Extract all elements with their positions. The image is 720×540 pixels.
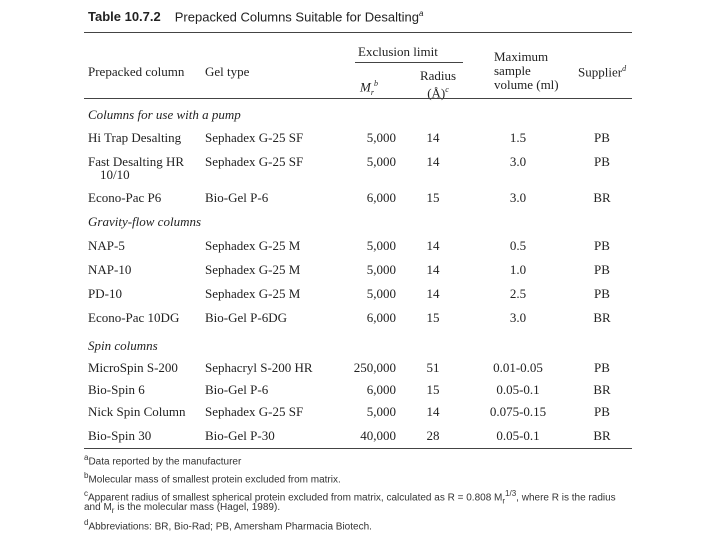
- cell-column: PD-10: [88, 286, 122, 301]
- cell-gel: Bio-Gel P-6: [205, 190, 269, 205]
- cell-mr: 5,000: [366, 154, 396, 169]
- cell-mr: 5,000: [366, 262, 396, 277]
- table-title: [88, 9, 423, 24]
- cell-volume: 3.0: [509, 310, 527, 325]
- cell-mr: 6,000: [366, 310, 396, 325]
- cell-column: Econo-Pac 10DG: [88, 310, 180, 325]
- cell-mr: 40,000: [360, 428, 396, 443]
- cell-radius: 15: [426, 310, 440, 325]
- footnote-c-cont: and $M_r$ is the molecular mass (Hagel, 1989).: [84, 502, 281, 515]
- cell-volume: 0.075-0.15: [489, 404, 547, 419]
- cell-volume: 0.01-0.05: [493, 360, 543, 375]
- cell-radius: 14: [426, 286, 440, 301]
- cell-radius: 14: [426, 130, 440, 145]
- cell-column: MicroSpin S-200: [88, 360, 178, 375]
- section-title: Spin columns: [88, 338, 158, 353]
- cell-gel: Sephadex G-25 M: [205, 238, 301, 253]
- cell-mr: 5,000: [366, 404, 396, 419]
- cell-volume: 3.0: [509, 154, 527, 169]
- cell-supplier: PB: [594, 262, 610, 277]
- table-number: Table 10.7.2: [88, 9, 161, 25]
- cell-radius: 51: [426, 360, 440, 375]
- cell-column: NAP-5: [88, 238, 125, 253]
- bottom-rule: [84, 448, 632, 449]
- cell-radius: 14: [426, 154, 440, 169]
- cell-volume: 2.5: [509, 286, 527, 301]
- cell-supplier: BR: [593, 310, 611, 325]
- cell-supplier: BR: [593, 382, 611, 397]
- cell-gel: Sephadex G-25 SF: [205, 130, 304, 145]
- header-supplier: Supplier$^d$: [578, 64, 627, 80]
- cell-supplier: PB: [594, 130, 610, 145]
- cell-column: NAP-10: [88, 262, 132, 277]
- cell-mr: 6,000: [366, 190, 396, 205]
- cell-supplier: BR: [593, 428, 611, 443]
- cell-supplier: PB: [594, 404, 610, 419]
- cell-mr: 5,000: [366, 286, 396, 301]
- header-gel: Gel type: [205, 64, 250, 79]
- cell-gel: Sephadex G-25 SF: [205, 404, 304, 419]
- footnote-a: $^a$Data reported by the manufacturer: [84, 453, 242, 468]
- header-rule: [84, 98, 632, 99]
- cell-mr: 5,000: [366, 238, 396, 253]
- footnote-d: $^d$Abbreviations: BR, Bio-Rad; PB, Amersham Pharmacia Biotech.: [84, 518, 372, 533]
- cell-gel: Bio-Gel P-6: [205, 382, 269, 397]
- cell-supplier: PB: [594, 360, 610, 375]
- cell-column: Hi Trap Desalting: [88, 130, 182, 145]
- cell-volume: 0.05-0.1: [496, 382, 540, 397]
- cell-column: Bio-Spin 6: [88, 382, 145, 397]
- cell-gel: Bio-Gel P-30: [205, 428, 275, 443]
- exclusion-rule: [355, 62, 463, 63]
- cell-column-cont: 10/10: [100, 167, 130, 182]
- cell-radius: 14: [426, 262, 440, 277]
- header-exclusion: Exclusion limit: [358, 44, 438, 59]
- cell-supplier: BR: [593, 190, 611, 205]
- cell-volume: 1.0: [509, 262, 527, 277]
- header-radius: Radius (Å)$^c$: [419, 68, 457, 101]
- cell-radius: 15: [426, 190, 440, 205]
- header-column: Prepacked column: [88, 64, 185, 79]
- section-title: Columns for use with a pump: [88, 107, 241, 122]
- cell-radius: 14: [426, 404, 440, 419]
- top-rule: [84, 32, 632, 33]
- cell-gel: Sephadex G-25 SF: [205, 154, 304, 169]
- cell-radius: 15: [426, 382, 440, 397]
- cell-radius: 14: [426, 238, 440, 253]
- header-mr: $M_r^b$: [360, 79, 378, 97]
- cell-mr: 5,000: [366, 130, 396, 145]
- cell-volume: 0.05-0.1: [496, 428, 540, 443]
- cell-supplier: PB: [594, 154, 610, 169]
- cell-supplier: PB: [594, 238, 610, 253]
- cell-mr: 250,000: [353, 360, 396, 375]
- footnote-c: $^c$Apparent radius of smallest spherical protein excluded from matrix, calculated as R = 0.808 $M_r^{1/3}$, where R is the radius: [84, 489, 616, 506]
- cell-mr: 6,000: [366, 382, 396, 397]
- cell-volume: 1.5: [509, 130, 527, 145]
- cell-gel: Sephadex G-25 M: [205, 286, 301, 301]
- cell-gel: Sephadex G-25 M: [205, 262, 301, 277]
- footnote-b: $^b$Molecular mass of smallest protein excluded from matrix.: [84, 471, 341, 486]
- cell-volume: 0.5: [509, 238, 527, 253]
- cell-column: Econo-Pac P6: [88, 190, 162, 205]
- cell-column: Nick Spin Column: [88, 404, 186, 419]
- section-title: Gravity-flow columns: [88, 214, 202, 229]
- cell-volume: 3.0: [509, 190, 527, 205]
- header-max-volume: Maximum sample volume (ml): [494, 49, 559, 92]
- table-title-note: a: [419, 9, 424, 18]
- cell-column: Bio-Spin 30: [88, 428, 152, 443]
- table-title-text: Prepacked Columns Suitable for Desalting: [174, 9, 419, 25]
- cell-supplier: PB: [594, 286, 610, 301]
- cell-column: Fast Desalting HR: [88, 154, 185, 169]
- cell-gel: Bio-Gel P-6DG: [205, 310, 287, 325]
- cell-gel: Sephacryl S-200 HR: [205, 360, 313, 375]
- cell-radius: 28: [426, 428, 440, 443]
